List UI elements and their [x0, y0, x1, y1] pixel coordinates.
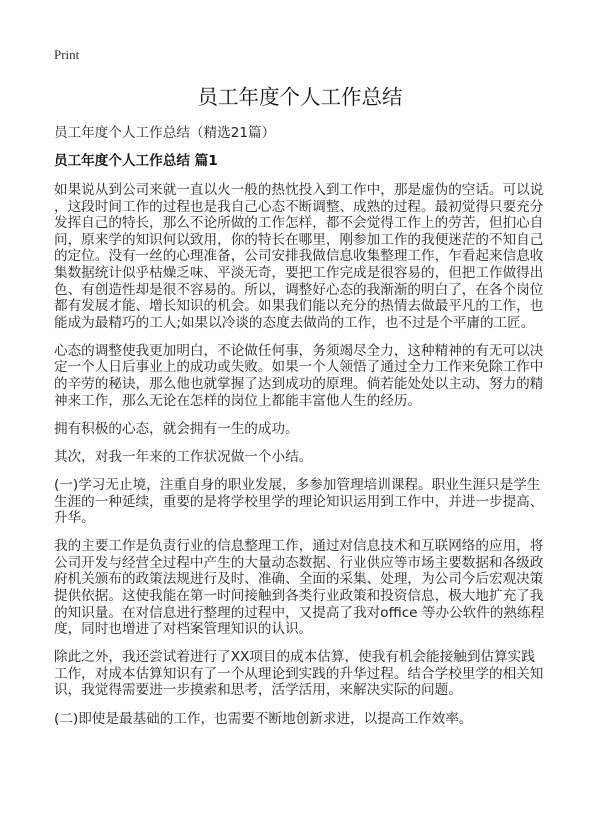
paragraph-line: 都有发展才能、增长知识的机会。如果我们能以充分的热情去做最平凡的工作，也 [54, 298, 544, 315]
paragraph-line: 识，我觉得需要进一步摸索和思考，活学活用，来解决实际的问题。 [54, 682, 462, 699]
paragraph-line: 提供依据。这使我能在第一时间接触到各类行业政策和投资信息，极大地扩充了我 [54, 587, 544, 604]
paragraph-line: (一)学习无止境，注重自身的职业发展，多参加管理培训课程。职业生涯只是学生 [54, 476, 541, 493]
paragraph [54, 343, 554, 409]
print-link[interactable]: Print [54, 47, 80, 62]
paragraph-line: 问，原来学的知识何以致用，你的特长在哪里，刚参加工作的我便迷茫的不知自己 [54, 231, 544, 248]
paragraph-line: (二)即使是最基础的工作，也需要不断地创新求进，以提高工作效率。 [54, 710, 473, 727]
paragraph-line: 定一个人日后事业上的成功或失败。如果一个人领悟了通过全力工作来免除工作中 [54, 359, 544, 376]
paragraph-line: 除此之外，我还尝试着进行了XX项目的成本估算，使我有机会能接触到估算实践 [54, 649, 535, 666]
paragraph-line: 公司开发与经营全过程中产生的大量动态数据、行业供应等市场主要数据和各级政 [54, 554, 544, 571]
paragraph-line: 如果说从到公司来就一直以火一般的热忱投入到工作中，那是虚伪的空话。可以说 [54, 182, 544, 198]
paragraph-line: ，这段时间工作的过程也是我自己心态不断调整、成熟的过程。最初觉得只要充分 [54, 198, 544, 215]
paragraph-line: 工作，对成本估算知识有了一个从理论到实践的升华过程。结合学校里学的相关知 [54, 665, 544, 682]
paragraph-line: 我的主要工作是负责行业的信息整理工作，通过对信息技术和互联网络的应用，将 [54, 538, 544, 555]
paragraph [54, 711, 554, 728]
paragraph-line: 集数据统计似乎枯燥乏味、平淡无奇，要把工作完成是很容易的，但把工作做得出 [54, 264, 544, 281]
paragraph-line: 的辛劳的秘诀，那么他也就掌握了达到成功的原理。倘若能处处以主动、努力的精 [54, 376, 544, 393]
section-heading: 员工年度个人工作总结 篇1 [54, 153, 218, 169]
paragraph-line: 的知识量。在对信息进行整理的过程中，又提高了我对office 等办公软件的熟练程 [54, 604, 545, 621]
paragraph-line: 心态的调整使我更加明白，不论做任何事，务须竭尽全力，这种精神的有无可以决 [54, 342, 544, 359]
paragraph-line: 生涯的一种延续，重要的是将学校里学的理论知识运用到工作中，并进一步提高、 [54, 493, 544, 510]
paragraph [54, 649, 554, 699]
paragraph-line: 的定位。没有一丝的心理准备，公司安排我做信息收集整理工作，乍看起来信息收 [54, 248, 544, 265]
paragraph [54, 449, 554, 466]
paragraph [54, 477, 554, 527]
paragraph [54, 421, 554, 438]
paragraph-line: 其次，对我一年来的工作状况做一个小结。 [54, 448, 313, 465]
paragraph-line: 拥有积极的心态，就会拥有一生的成功。 [54, 420, 299, 437]
paragraph-line: 升华。 [54, 510, 95, 527]
paragraph-line: 府机关颁布的政策法规进行及时、准确、全面的采集、处理，为公司今后宏观决策 [54, 571, 544, 588]
paragraph-line: 度，同时也增进了对档案管理知识的认识。 [54, 621, 313, 638]
paragraph-line: 能成为最精巧的工人;如果以冷谈的态度去做尚的工作，也不过是个平庸的工匠。 [54, 314, 535, 331]
document-subtitle: 员工年度个人工作总结（精选21篇） [54, 125, 276, 141]
paragraph-line: 神来工作，那么无论在怎样的岗位上都能丰富他人生的经历。 [54, 392, 422, 409]
paragraph-line: 色、有创造性却是很不容易的。所以，调整好心态的我渐渐的明白了，在各个岗位 [54, 281, 544, 298]
page-title: 员工年度个人工作总结 [197, 85, 403, 109]
paragraph [54, 538, 554, 638]
paragraph-line: 发挥自己的特长，那么不论所做的工作怎样，都不会觉得工作上的劳苦，但扪心自 [54, 215, 544, 232]
document-body [54, 182, 554, 739]
paragraph [54, 182, 554, 331]
